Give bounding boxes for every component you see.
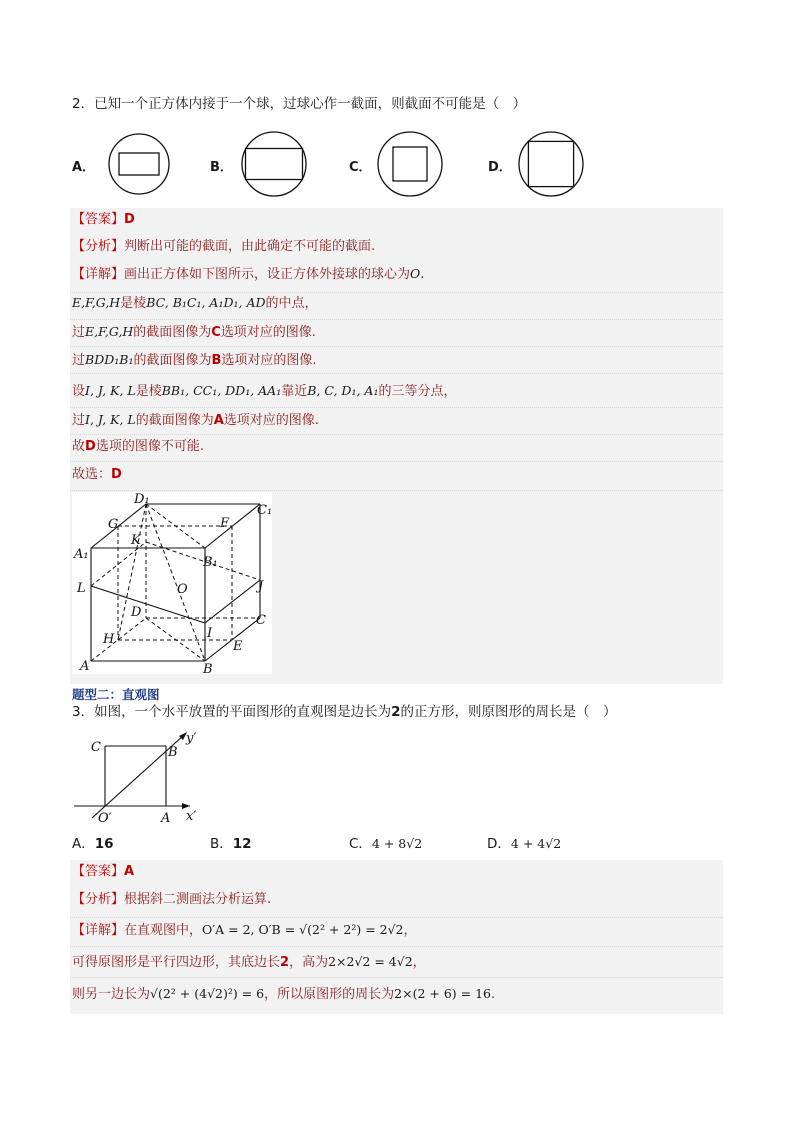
text: . (491, 987, 496, 1002)
text: 3．如图，一个水平放置的平面图形的直观图是边长为 (72, 704, 392, 720)
q2-option-c-figure (376, 131, 444, 197)
text: 的截面图像为 (133, 325, 212, 340)
text: 故 (72, 439, 86, 454)
math: E,F,G,H (72, 295, 121, 310)
option-label: A． (72, 836, 95, 852)
cube-label-d1: D₁ (134, 492, 150, 507)
solution-2-answer (72, 211, 135, 229)
detail-tag: 【详解】 (72, 267, 125, 282)
cube-label-a1: A₁ (74, 547, 89, 562)
solution-3-answer (72, 863, 134, 881)
text: 的中点， (265, 296, 318, 311)
q2-option-a-label: A． (72, 160, 96, 175)
math: 2×(2 + 6) = 16 (394, 986, 491, 1001)
text: 过 (72, 325, 86, 340)
text: ， (403, 923, 417, 938)
math: 2×2√2 = 4√2 (328, 954, 413, 969)
option-label: C． (349, 836, 372, 852)
text: 2 (391, 704, 401, 720)
cube-label-i: I (207, 626, 213, 641)
math: BC, B₁C₁, A₁D₁, AD (146, 295, 266, 310)
option-label: B． (210, 836, 233, 852)
q3-figure (72, 726, 212, 828)
q3-option-b (210, 835, 252, 853)
option-value: 4 + 8√2 (371, 836, 423, 851)
q3-label-x: x′ (186, 809, 197, 824)
solution-2-line-6 (72, 351, 317, 370)
q3-label-c: C (91, 740, 101, 755)
cube-label-d: D (131, 605, 142, 620)
cube-label-b: B (203, 662, 213, 674)
text: 2 (280, 955, 290, 970)
analysis-tag: 【分析】 (72, 892, 125, 907)
text: 设 (72, 384, 86, 399)
q2-option-d-figure (518, 131, 584, 197)
text: 是棱 (120, 296, 147, 311)
solution-2-line-4 (72, 294, 318, 313)
separator (70, 319, 723, 320)
separator (70, 407, 723, 408)
separator (70, 917, 723, 918)
q2-option-c-label: C． (349, 160, 372, 175)
q3-label-o: O′ (98, 811, 112, 826)
text: 的正方形，则原图形的周长是（ ） (400, 704, 617, 720)
math: E,F,G,H (85, 324, 134, 339)
option-ref: D (111, 467, 122, 482)
math: √(2² + (4√2)²) = 6 (150, 986, 265, 1001)
option-ref: D (85, 439, 96, 454)
q3-option-c (349, 835, 422, 853)
text: 选项的图像不可能. (95, 439, 204, 454)
cube-label-j: J (258, 579, 264, 594)
question-3-stem (72, 703, 617, 721)
math: O′A = 2, O′B = √(2² + 2²) = 2√2 (202, 922, 404, 937)
option-value: 4 + 4√2 (510, 836, 562, 851)
q3-label-b: B (168, 745, 178, 760)
math: I, J, K, L (85, 412, 136, 427)
separator (70, 292, 723, 293)
text: 过 (72, 353, 86, 368)
q3-option-d (487, 835, 561, 853)
q3-label-y: y′ (186, 731, 197, 746)
solution-3-analysis (72, 891, 271, 909)
answer-tag: 【答案】 (72, 212, 125, 227)
text: ， (412, 955, 426, 970)
separator (70, 434, 723, 435)
cube-label-g: G (108, 517, 119, 532)
solution-2-final (72, 466, 122, 484)
cube-label-b1: B₁ (203, 555, 218, 570)
text: 是棱 (135, 384, 162, 399)
detail-text: 画出正方体如下图所示，设正方体外接球的球心为 (124, 267, 411, 282)
cube-label-e: E (233, 639, 243, 654)
text: 可得原图形是平行四边形，其底边长 (72, 955, 281, 970)
text: 过 (72, 413, 86, 428)
cube-figure (72, 492, 272, 674)
q3-label-a: A (161, 811, 171, 826)
option-label: D． (487, 836, 511, 852)
cube-label-o: O (177, 582, 188, 597)
option-ref: C (211, 325, 221, 340)
cube-label-k: K (131, 533, 141, 548)
q2-option-a-figure (106, 133, 172, 195)
analysis-text: 判断出可能的截面，由此确定不可能的截面. (124, 239, 376, 254)
option-value: 12 (232, 836, 252, 852)
q2-option-b-label: B． (210, 160, 233, 175)
q2-option-d-label: D． (488, 160, 512, 175)
solution-2-analysis (72, 238, 375, 256)
math: BDD₁B₁ (85, 352, 134, 367)
math: B, C, D₁, A₁ (307, 383, 379, 398)
q2-option-b-figure (240, 131, 308, 197)
text: 则另一边长为 (72, 987, 151, 1002)
option-ref: A (213, 413, 224, 428)
separator (70, 490, 723, 491)
question-2-stem: 2．已知一个正方体内接于一个球，过球心作一截面，则截面不可能是（ ） (72, 96, 527, 112)
solution-3-line-4 (72, 953, 426, 972)
separator (70, 946, 723, 947)
section-heading: 题型二：直观图 (72, 687, 160, 702)
detail-tag: 【详解】 (72, 923, 125, 938)
math: BB₁, CC₁, DD₁, AA₁ (161, 383, 282, 398)
text: 在直观图中， (124, 923, 203, 938)
text: 选项对应的图像. (223, 413, 319, 428)
text: 选项对应的图像. (220, 325, 316, 340)
answer-value: D (124, 212, 135, 227)
answer-tag: 【答案】 (72, 864, 125, 879)
solution-2-line-5 (72, 323, 316, 342)
text: 故选： (72, 467, 112, 482)
cube-label-f: F (220, 516, 230, 531)
cube-label-l: L (77, 581, 86, 596)
solution-2-line-8 (72, 411, 319, 430)
separator (70, 346, 723, 347)
separator (70, 977, 723, 978)
option-value: 16 (94, 836, 114, 852)
text: 的截面图像为 (135, 413, 214, 428)
option-ref: B (211, 353, 222, 368)
solution-2-line-7 (72, 382, 456, 401)
text: 靠近 (281, 384, 308, 399)
solution-2-detail: 【详解】画出正方体如下图所示，设正方体外接球的球心为O. (72, 266, 425, 282)
separator (70, 461, 723, 462)
math-o: O (410, 266, 421, 281)
q3-option-a (72, 835, 114, 853)
text: 选项对应的图像. (221, 353, 317, 368)
answer-value: A (124, 864, 135, 879)
math: I, J, K, L (85, 383, 136, 398)
analysis-text: 根据斜二测画法分析运算. (124, 892, 272, 907)
text: ，高为 (289, 955, 329, 970)
separator (70, 373, 723, 374)
cube-label-c: C (256, 613, 266, 628)
cube-label-a: A (80, 659, 90, 674)
analysis-tag: 【分析】 (72, 239, 125, 254)
text: 的三等分点， (378, 384, 457, 399)
cube-label-h: H (103, 632, 115, 647)
cube-label-c1: C₁ (257, 503, 272, 518)
solution-2-line-9 (72, 438, 204, 456)
solution-3-line-5 (72, 985, 495, 1004)
text: ，所以原图形的周长为 (264, 987, 395, 1002)
text: 的截面图像为 (133, 353, 212, 368)
solution-3-detail (72, 921, 417, 940)
